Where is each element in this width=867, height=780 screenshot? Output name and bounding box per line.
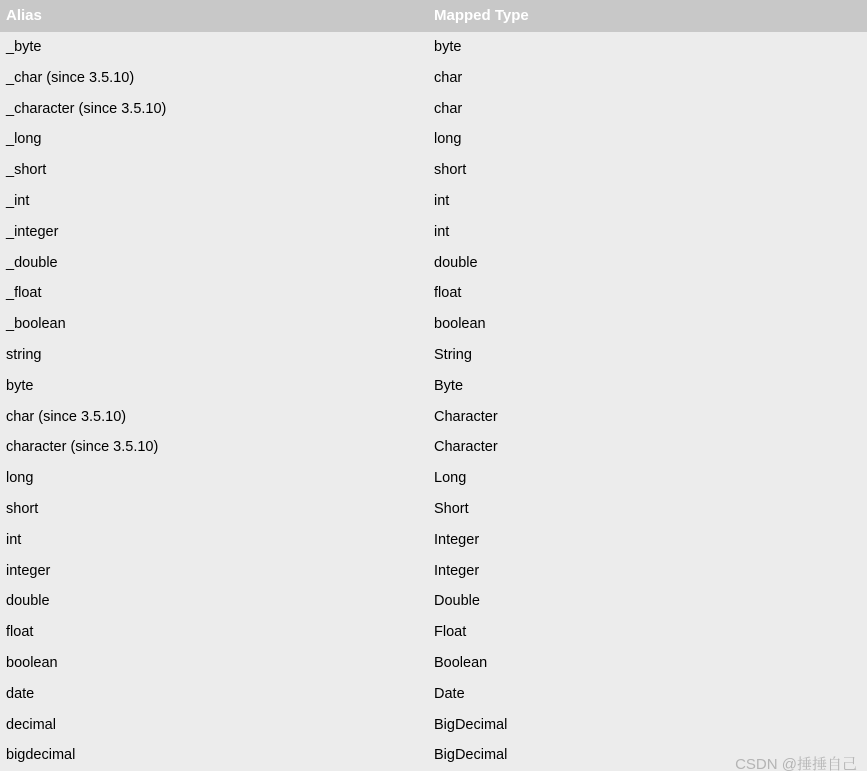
cell-mapped-type: Date xyxy=(428,679,867,710)
table-row xyxy=(0,525,867,556)
cell-alias: date xyxy=(0,679,428,710)
cell-mapped-type: Character xyxy=(428,402,867,433)
cell-mapped-type: BigDecimal xyxy=(428,710,867,741)
cell-mapped-type: String xyxy=(428,340,867,371)
cell-mapped-type: Character xyxy=(428,432,867,463)
cell-alias: bigdecimal xyxy=(0,740,428,771)
cell-alias: decimal xyxy=(0,710,428,741)
cell-alias: _double xyxy=(0,248,428,279)
cell-alias: _int xyxy=(0,186,428,217)
table-row xyxy=(0,186,867,217)
cell-alias: _byte xyxy=(0,32,428,63)
cell-mapped-type: short xyxy=(428,155,867,186)
cell-alias: _short xyxy=(0,155,428,186)
table-row xyxy=(0,32,867,63)
cell-mapped-type: Float xyxy=(428,617,867,648)
cell-alias: _character (since 3.5.10) xyxy=(0,94,428,125)
cell-mapped-type: float xyxy=(428,278,867,309)
cell-alias: _long xyxy=(0,124,428,155)
cell-mapped-type: int xyxy=(428,186,867,217)
cell-alias: long xyxy=(0,463,428,494)
table-row xyxy=(0,340,867,371)
table-row xyxy=(0,124,867,155)
cell-mapped-type: Double xyxy=(428,586,867,617)
cell-alias: integer xyxy=(0,556,428,587)
table-row xyxy=(0,278,867,309)
cell-mapped-type: char xyxy=(428,94,867,125)
cell-alias: char (since 3.5.10) xyxy=(0,402,428,433)
cell-mapped-type: double xyxy=(428,248,867,279)
cell-alias: _char (since 3.5.10) xyxy=(0,63,428,94)
cell-mapped-type: byte xyxy=(428,32,867,63)
table-row xyxy=(0,371,867,402)
cell-mapped-type: long xyxy=(428,124,867,155)
table-row xyxy=(0,248,867,279)
cell-alias: double xyxy=(0,586,428,617)
table-row xyxy=(0,155,867,186)
table-row xyxy=(0,217,867,248)
table-row xyxy=(0,648,867,679)
table-row xyxy=(0,617,867,648)
cell-alias: short xyxy=(0,494,428,525)
table-row xyxy=(0,586,867,617)
table-row xyxy=(0,63,867,94)
watermark-text: CSDN @捶捶自己 xyxy=(735,756,857,773)
cell-mapped-type: Short xyxy=(428,494,867,525)
cell-alias: character (since 3.5.10) xyxy=(0,432,428,463)
table-row xyxy=(0,494,867,525)
cell-mapped-type: Integer xyxy=(428,556,867,587)
table-row xyxy=(0,432,867,463)
cell-alias: _float xyxy=(0,278,428,309)
cell-alias: int xyxy=(0,525,428,556)
cell-mapped-type: int xyxy=(428,217,867,248)
table-body xyxy=(0,32,867,771)
cell-mapped-type: Byte xyxy=(428,371,867,402)
cell-alias: _integer xyxy=(0,217,428,248)
cell-mapped-type: Boolean xyxy=(428,648,867,679)
cell-mapped-type: char xyxy=(428,63,867,94)
cell-alias: string xyxy=(0,340,428,371)
cell-alias: _boolean xyxy=(0,309,428,340)
column-header-mapped-type: Mapped Type xyxy=(428,0,867,32)
table-row xyxy=(0,309,867,340)
table-row xyxy=(0,710,867,741)
table-row xyxy=(0,402,867,433)
table-row xyxy=(0,556,867,587)
cell-alias: boolean xyxy=(0,648,428,679)
column-header-alias: Alias xyxy=(0,0,428,32)
table-row xyxy=(0,463,867,494)
table-header-row xyxy=(0,0,867,32)
table-row xyxy=(0,679,867,710)
cell-alias: float xyxy=(0,617,428,648)
cell-mapped-type: Long xyxy=(428,463,867,494)
cell-alias: byte xyxy=(0,371,428,402)
table-row xyxy=(0,94,867,125)
cell-mapped-type: boolean xyxy=(428,309,867,340)
cell-mapped-type: Integer xyxy=(428,525,867,556)
cell-mapped-type: BigDecimal xyxy=(428,740,867,771)
table-header xyxy=(0,0,867,32)
